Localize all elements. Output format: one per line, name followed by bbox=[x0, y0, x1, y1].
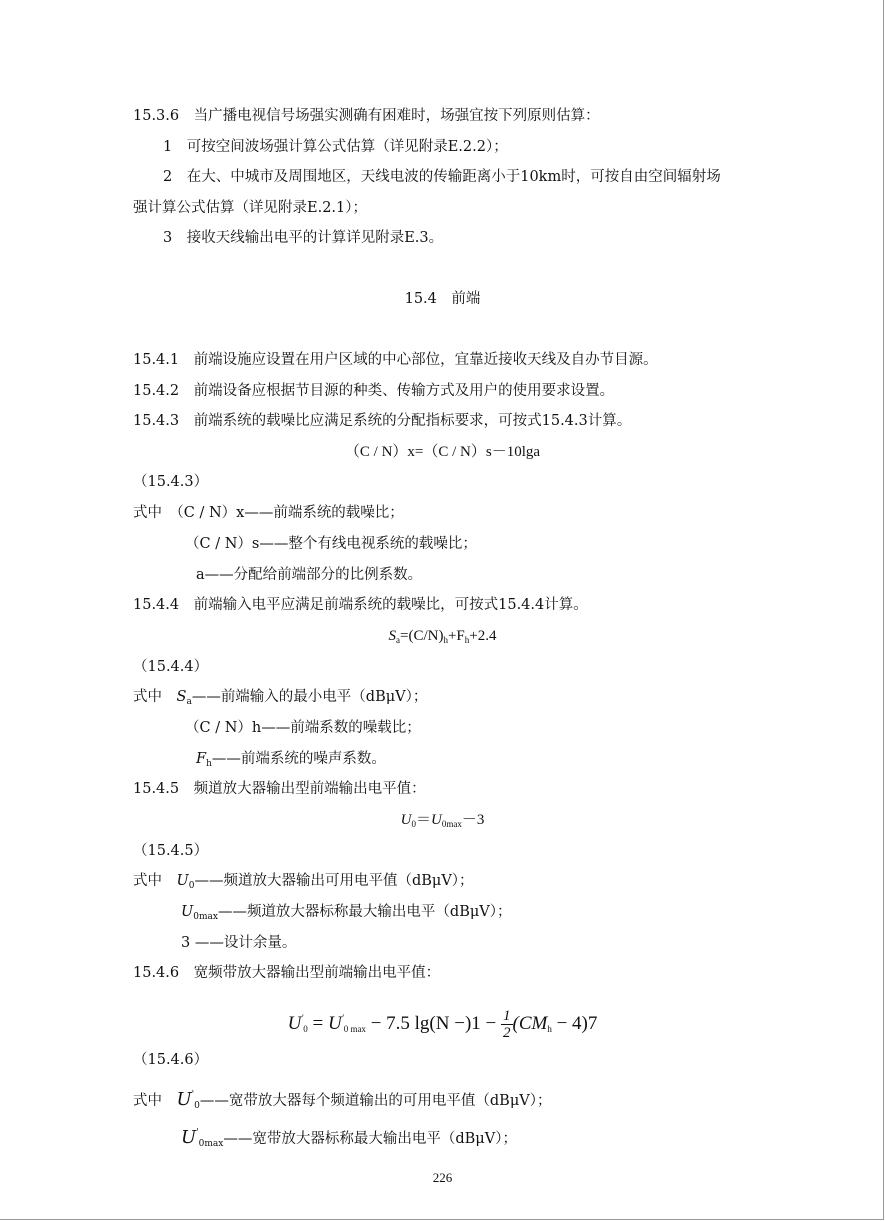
where-symbol: F bbox=[196, 751, 207, 767]
eq-fraction bbox=[501, 1008, 513, 1041]
paragraph-15-4-3: 15.4.3 前端系统的载噪比应满足系统的分配指标要求，可按式15.4.3计算。 bbox=[133, 413, 632, 429]
where-item: 3 ——设计余量。 bbox=[181, 935, 297, 951]
eq-part: －3 bbox=[461, 812, 485, 828]
eq-subscript: 0 bbox=[411, 819, 416, 829]
eq-part: +F bbox=[447, 628, 465, 644]
paragraph-15-4-4: 15.4.4 前端输入电平应满足前端系统的载噪比，可按式15.4.4计算。 bbox=[133, 597, 588, 613]
where-subscript: 0 bbox=[194, 1101, 200, 1111]
where-subscript: 0max bbox=[193, 912, 218, 922]
eq-prime: ' bbox=[301, 1013, 304, 1023]
where-text: ——前端输入的最小电平（dBμV）； bbox=[191, 689, 428, 705]
where-subscript: h bbox=[206, 759, 212, 769]
equation-15-4-4 bbox=[0, 626, 885, 650]
eq-subscript: 0max bbox=[441, 819, 462, 829]
where-lead: 式中 bbox=[133, 689, 177, 705]
page-number: 226 bbox=[432, 1170, 453, 1185]
where-symbol: U bbox=[176, 873, 189, 889]
equation-number: （15.4.6） bbox=[133, 1052, 209, 1068]
where-symbol: U bbox=[181, 904, 194, 920]
eq-part: ＝ bbox=[415, 812, 431, 828]
where-symbol: S bbox=[176, 689, 187, 705]
where-item: （C / N）h——前端系数的噪载比； bbox=[185, 720, 421, 736]
eq-subscript: h bbox=[443, 635, 448, 645]
where-subscript: 0 bbox=[188, 881, 195, 891]
equation-number: （15.4.3） bbox=[133, 474, 209, 490]
eq-symbol: S bbox=[388, 628, 396, 644]
eq-numerator: 1 bbox=[503, 1008, 511, 1025]
where-symbol: U bbox=[176, 1089, 192, 1110]
eq-part: =(C/N) bbox=[400, 628, 444, 644]
where-text: ——前端系统的噪声系数。 bbox=[211, 751, 386, 767]
where-text: ——频道放大器输出可用电平值（dBμV）； bbox=[194, 873, 474, 889]
eq-symbol: U bbox=[400, 812, 412, 828]
where-item bbox=[196, 749, 386, 774]
list-item-1: 1 可按空间波场强计算公式估算（详见附录E.2.2）； bbox=[163, 139, 508, 155]
where-block-15-4-4 bbox=[133, 687, 427, 712]
where-lead: 式中 bbox=[133, 873, 177, 889]
where-prime: ' bbox=[191, 1090, 195, 1100]
eq-part: (CM bbox=[512, 1013, 548, 1034]
where-item: （C / N）x——前端系统的载噪比； bbox=[176, 505, 404, 521]
paragraph-15-3-6: 15.3.6 当广播电视信号场强实测确有困难时，场强宜按下列原则估算： bbox=[133, 108, 600, 124]
where-text: ——宽带放大器标称最大输出电平（dBμV）； bbox=[223, 1131, 517, 1147]
eq-part: − 4)7 bbox=[551, 1013, 598, 1034]
list-item-2: 2 在大、中城市及周围地区，天线电波的传输距离小于10km时，可按自由空间辐射场 bbox=[163, 169, 721, 185]
eq-denominator: 2 bbox=[503, 1025, 511, 1042]
list-item-3: 3 接收天线输出电平的计算详见附录E.3。 bbox=[163, 230, 444, 246]
where-symbol: U bbox=[181, 1127, 197, 1148]
where-lead: 式中 bbox=[133, 1093, 177, 1109]
eq-subscript: 0 max bbox=[343, 1024, 366, 1034]
where-item: （C / N）s——整个有线电视系统的载噪比； bbox=[185, 536, 477, 552]
eq-symbol: U bbox=[287, 1013, 302, 1034]
where-block-15-4-6 bbox=[133, 1085, 551, 1116]
where-text: ——频道放大器标称最大输出电平（dBμV）； bbox=[217, 904, 512, 920]
paragraph-15-4-2: 15.4.2 前端设备应根据节目源的种类、传输方式及用户的使用要求设置。 bbox=[133, 383, 615, 399]
eq-symbol: U bbox=[328, 1013, 342, 1034]
eq-prime: ' bbox=[341, 1013, 344, 1023]
where-item bbox=[181, 1123, 517, 1154]
section-heading: 15.4 前端 bbox=[404, 291, 481, 307]
paragraph-15-4-6: 15.4.6 宽频带放大器输出型前端输出电平值： bbox=[133, 965, 441, 981]
equation-15-4-3: （C / N）x=（C / N）s－10lga bbox=[344, 444, 541, 460]
eq-subscript: h bbox=[547, 1024, 552, 1034]
where-subscript: 0max bbox=[198, 1139, 224, 1149]
eq-subscript: h bbox=[464, 635, 470, 645]
equation-15-4-5 bbox=[0, 810, 885, 834]
where-lead: 式中 bbox=[133, 505, 177, 521]
where-subscript: a bbox=[186, 697, 192, 707]
eq-part: = bbox=[307, 1013, 329, 1034]
where-prime: ' bbox=[196, 1128, 199, 1138]
where-block-15-4-5 bbox=[133, 871, 474, 896]
where-block-15-4-3 bbox=[133, 503, 404, 523]
eq-part: +2.4 bbox=[469, 628, 497, 644]
paragraph-15-4-5: 15.4.5 频道放大器输出型前端输出电平值： bbox=[133, 781, 426, 797]
paragraph-15-4-1: 15.4.1 前端设施应设置在用户区域的中心部位，宜靠近接收天线及自办节目源。 bbox=[133, 352, 658, 368]
equation-15-4-6 bbox=[0, 1003, 885, 1044]
where-item: a——分配给前端部分的比例系数。 bbox=[196, 567, 423, 583]
eq-subscript: a bbox=[396, 635, 400, 645]
eq-part: − 7.5 lg(N −)1 − bbox=[365, 1013, 501, 1034]
eq-symbol: U bbox=[431, 812, 442, 828]
where-text: ——宽带放大器每个频道输出的可用电平值（dBμV）； bbox=[199, 1093, 552, 1109]
where-item bbox=[181, 902, 512, 927]
list-item-2-cont: 强计算公式估算（详见附录E.2.1）； bbox=[133, 200, 368, 216]
eq-subscript: 0 bbox=[303, 1024, 308, 1034]
equation-number: （15.4.5） bbox=[133, 843, 209, 859]
equation-number: （15.4.4） bbox=[133, 659, 209, 675]
